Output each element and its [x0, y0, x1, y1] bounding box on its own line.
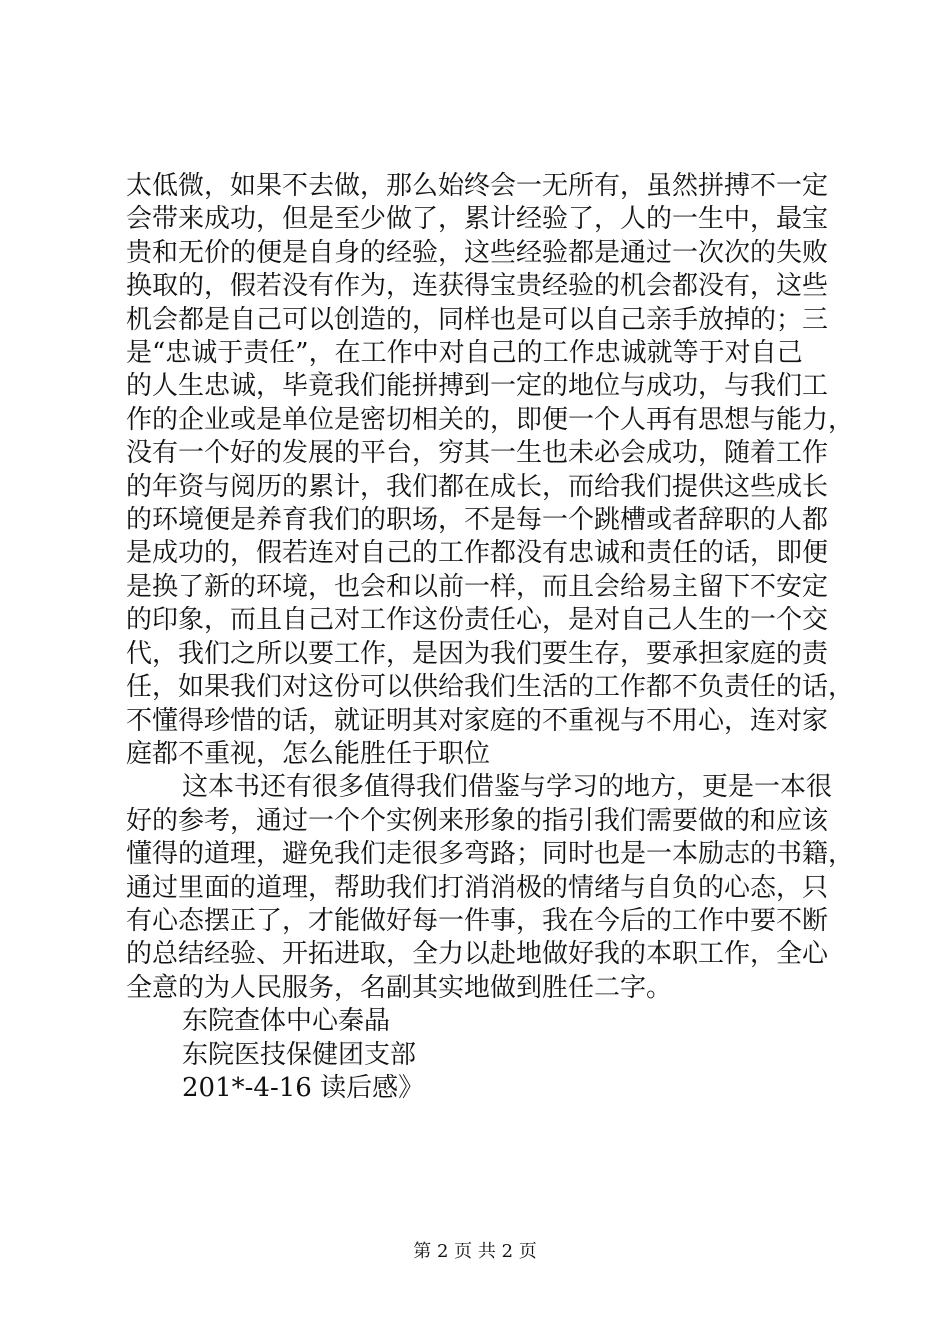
text-line: 太低微，如果不去做，那么始终会一无所有，虽然拼搏不一定 — [126, 171, 829, 201]
signature-block — [126, 1005, 838, 1105]
text-line: 这本书还有很多值得我们借鉴与学习的地方，更是一本很 — [182, 772, 833, 803]
document-body — [126, 170, 855, 1105]
text-line: 的印象，而且自己对工作这份责任心，是对自己人生的一个交 — [126, 605, 829, 636]
page-number-footer: 第 2 页 共 2 页 — [413, 1241, 537, 1262]
signature-date: 201*-4-16 读后感》 — [182, 1072, 425, 1103]
text-line: 懂得的道理，避免我们走很多弯路；同时也是一本励志的书籍， — [126, 839, 855, 870]
text-line: 换取的，假若没有作为，连获得宝贵经验的机会都没有，这些 — [126, 271, 829, 302]
paragraph-2 — [126, 771, 855, 1005]
text-line: 代，我们之所以要工作，是因为我们要生存，要承担家庭的责 — [126, 638, 829, 669]
text-line: 会带来成功，但是至少做了，累计经验了，人的一生中，最宝 — [126, 204, 829, 235]
text-line: 是成功的，假若连对自己的工作都没有忠诚和责任的话，即便 — [126, 538, 829, 569]
text-line: 贵和无价的便是自身的经验，这些经验都是通过一次次的失败 — [126, 237, 829, 268]
text-line: 庭都不重视，怎么能胜任于职位 — [126, 738, 491, 769]
text-line: 是换了新的环境，也会和以前一样，而且会给易主留下不安定 — [126, 571, 829, 602]
text-line: 好的参考，通过一个个实例来形象的指引我们需要做的和应该 — [126, 805, 829, 836]
text-line: 机会都是自己可以创造的，同样也是可以自己亲手放掉的；三 — [126, 304, 829, 335]
text-line: 的人生忠诚，毕竟我们能拼搏到一定的地位与成功，与我们工 — [126, 371, 829, 402]
text-line: 是“忠诚于责任”，在工作中对自己的工作忠诚就等于对自己 — [126, 338, 803, 369]
text-line: 的环境便是养育我们的职场，不是每一个跳槽或者辞职的人都 — [126, 505, 829, 536]
text-line: 全意的为人民服务，名副其实地做到胜任二字。 — [126, 972, 673, 1003]
text-line: 通过里面的道理，帮助我们打消消极的情绪与自负的心态，只 — [126, 872, 829, 903]
text-line: 的年资与阅历的累计，我们都在成长，而给我们提供这些成长 — [126, 471, 829, 502]
text-line: 没有一个好的发展的平台，穷其一生也未必会成功，随着工作 — [126, 438, 829, 469]
signature-name: 东院查体中心秦晶 — [182, 1006, 391, 1037]
text-line: 不懂得珍惜的话，就证明其对家庭的不重视与不用心，连对家 — [126, 705, 829, 736]
text-line: 作的企业或是单位是密切相关的，即便一个人再有思想与能力， — [126, 404, 855, 435]
signature-org: 东院医技保健团支部 — [182, 1039, 417, 1070]
text-line: 有心态摆正了，才能做好每一件事，我在今后的工作中要不断 — [126, 905, 829, 936]
text-line: 的总结经验、开拓进取，全力以赴地做好我的本职工作，全心 — [126, 939, 829, 970]
text-line: 任，如果我们对这份可以供给我们生活的工作都不负责任的话， — [126, 672, 855, 703]
paragraph-1 — [126, 170, 855, 771]
